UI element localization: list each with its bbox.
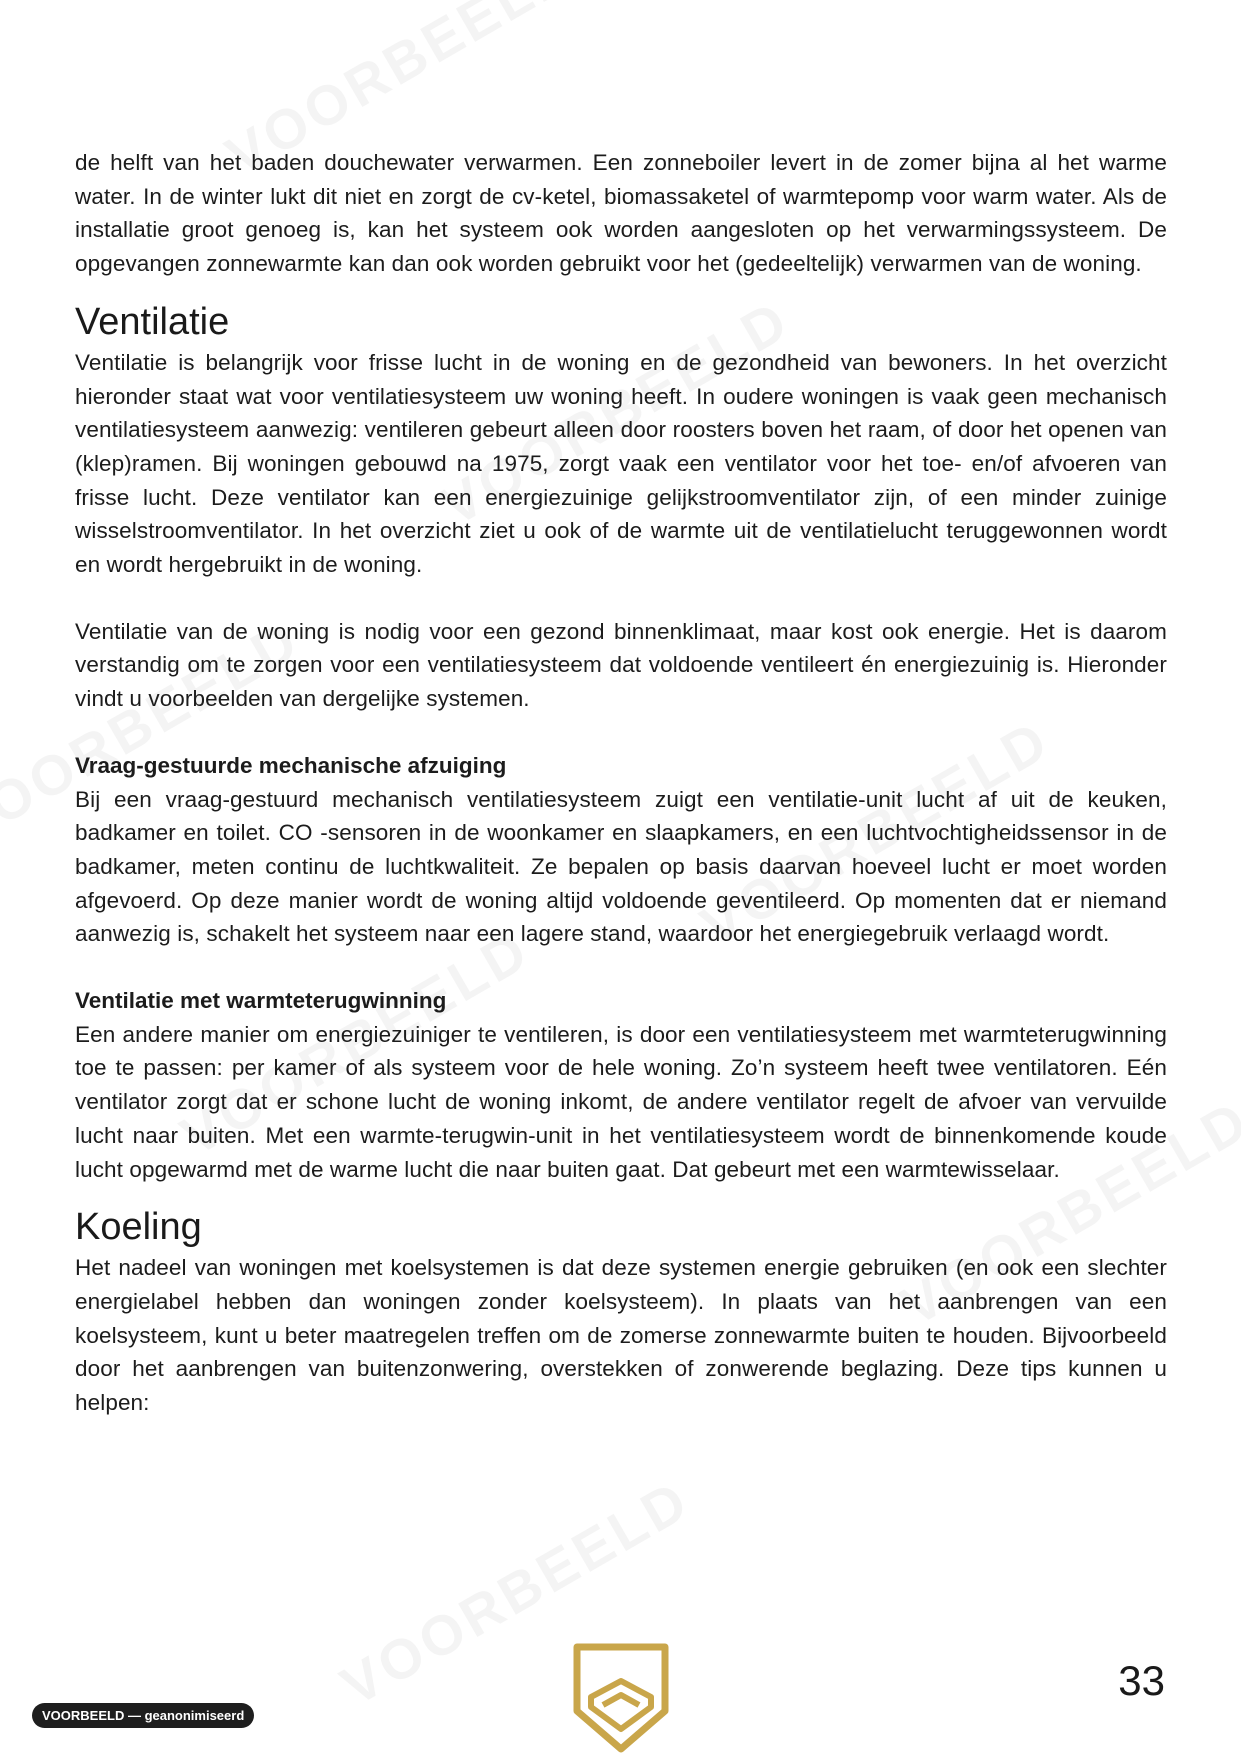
- page-number: 33: [1118, 1657, 1165, 1704]
- page-content: [75, 146, 1167, 1420]
- demand-controlled-paragraph: Bij een vraag-gestuurd mechanisch ventilatiesysteem zuigt een ventilatie-unit lucht af uit de keuken, badkamer en toilet. CO -sensoren in de woonkamer en slaapkamers, en een luchtvochtigheidssensor in de badkamer, meten continu de luchtkwaliteit. Ze bepalen op basis daarvan hoeveel lucht er moet worden afgevoerd. Op deze manier wordt de woning altijd voldoende geventileerd. Op momenten dat er niemand aanwezig is, schakelt het systeem naar een lagere stand, waardoor het energiegebruik verlaagd wordt.: [75, 786, 1167, 947]
- shield-logo-icon: [573, 1643, 669, 1753]
- ventilation-heading: Ventilatie: [75, 300, 230, 343]
- heat-recovery-heading: Ventilatie met warmteterugwinning: [75, 988, 447, 1014]
- ventilation-paragraph-2: Ventilatie van de woning is nodig voor een gezond binnenklimaat, maar kost ook energie. Het is daarom verstandig om te zorgen voor een ventilatiesysteem dat voldoende ventileert én energiezuinig is. Hieronder vindt u voorbeelden van dergelijke systemen.: [75, 618, 1167, 712]
- cooling-heading: Koeling: [75, 1206, 202, 1249]
- heat-recovery-paragraph: Een andere manier om energiezuiniger te ventileren, is door een ventilatiesysteem met warmteterugwinning toe te passen: per kamer of als systeem voor de hele woning. Zo’n systeem heeft twee ventilatoren. Eén ventilator zorgt dat er schone lucht de woning inkomt, de andere ventilator regelt de afvoer van vervuilde lucht naar buiten. Met een warmte-terugwin-unit in het ventilatiesysteem wordt de binnenkomende koude lucht opgewarmd met de warme lucht die naar buiten gaat. Dat gebeurt met een warmtewisselaar.: [75, 1021, 1167, 1182]
- cooling-paragraph: Het nadeel van woningen met koelsystemen is dat deze systemen energie gebruiken (en ook een slechter energielabel hebben dan woningen zonder koelsysteem). In plaats van het aanbrengen van een koelsysteem, kunt u beter maatregelen treffen om de zomerse zonnewarmte buiten te houden. Bijvoorbeeld door het aanbrengen van buitenzonwering, overstekken of zonwerende beglazing. Deze tips kunnen u helpen:: [75, 1255, 1167, 1416]
- ventilation-paragraph-1: Ventilatie is belangrijk voor frisse lucht in de woning en de gezondheid van bewoners. In het overzicht hieronder staat wat voor ventilatiesysteem uw woning heeft. In oudere woningen is vaak geen mechanisch ventilatiesysteem aanwezig: ventileren gebeurt alleen door roosters boven het raam, of door het openen van (klep)ramen. Bij woningen gebouwd na 1975, zorgt vaak een ventilator voor het toe- en/of afvoeren van frisse lucht. Deze ventilator kan een energiezuinige gelijkstroomventilator zijn, of een minder zuinige wisselstroomventilator. In het overzicht ziet u ook of de warmte uit de ventilatielucht teruggewonnen wordt en wordt hergebruikt in de woning.: [75, 349, 1167, 578]
- anonymized-badge: VOORBEELD — geanonimiseerd: [32, 1703, 254, 1728]
- intro-paragraph: de helft van het baden douchewater verwarmen. Een zonneboiler levert in de zomer bijna al het warme water. In de winter lukt dit niet en zorgt de cv-ketel, biomassaketel of warmtepomp voor warm water. Als de installatie groot genoeg is, kan het systeem ook worden aangesloten op het verwarmingssysteem. De opgevangen zonnewarmte kan dan ook worden gebruikt voor het (gedeeltelijk) verwarmen van de woning.: [75, 150, 1167, 277]
- demand-controlled-heading: Vraag-gestuurde mechanische afzuiging: [75, 752, 507, 778]
